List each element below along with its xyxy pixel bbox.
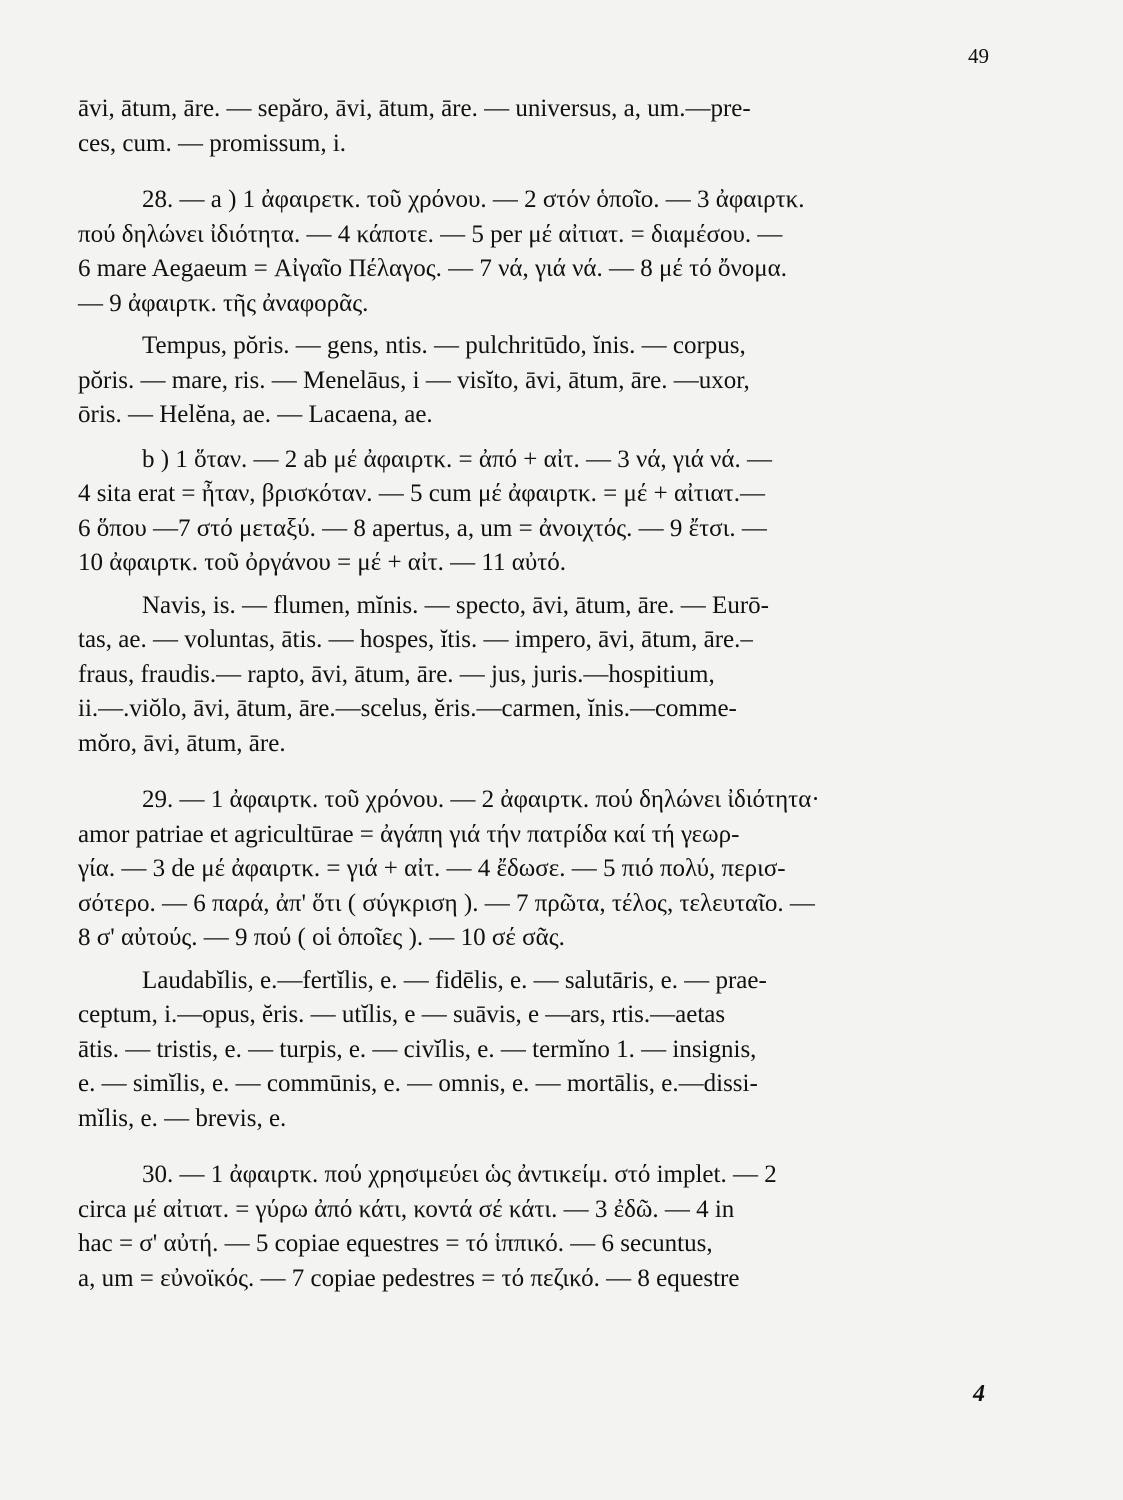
- exercise-29-notes: [78, 783, 990, 956]
- text-line: fraus, fraudis.— rapto, āvi, ātum, āre. — jus, juris.—hospitium,: [78, 660, 715, 688]
- text-line: circa μέ αἰτιατ. = γύρω ἀπό κάτι, κοντά σέ κάτι. — 3 ἐδῶ. — 4 in: [78, 1195, 735, 1223]
- text-line: e. — simĭlis, e. — commūnis, e. — omnis, e. — mortālis, e.—dissi-: [78, 1070, 758, 1097]
- text-line: 10 ἀφαιρτκ. τοῦ ὀργάνου = μέ + αἰτ. — 11 αὐτό.: [78, 549, 567, 576]
- text-line: mĭlis, e. — brevis, e.: [78, 1104, 287, 1132]
- exercise-28a-vocab: [78, 329, 990, 433]
- text-line: ceptum, i.—opus, ĕris. — utĭlis, e — suāvis, e —ars, rtis.—aetas: [78, 1001, 726, 1028]
- exercise-28b-vocab: [78, 589, 990, 762]
- text-line: tas, ae. — voluntas, ātis. — hospes, ĭtis. — impero, āvi, ātum, āre.–: [78, 626, 753, 653]
- exercise-28b-notes: [78, 443, 990, 581]
- text-body: [78, 92, 990, 1296]
- text-line: 28. — a ) 1 ἀφαιρετκ. τοῦ χρόνου. — 2 στόν ὁποῖο. — 3 ἀφαιρτκ.: [142, 186, 805, 213]
- text-line: 30. — 1 ἀφαιρτκ. πού χρησιμεύει ὡς ἀντικείμ. στό implet. — 2: [142, 1161, 777, 1188]
- text-line: γία. — 3 de μέ ἀφαιρτκ. = γιά + αἰτ. — 4 ἔδωσε. — 5 πιό πολύ, περισ-: [78, 855, 786, 882]
- page-number: 49: [968, 44, 989, 68]
- exercise-29-vocab: [78, 964, 990, 1137]
- text-line: Tempus, pŏris. — gens, ntis. — pulchritūdo, ĭnis. — corpus,: [142, 332, 746, 359]
- text-line: pŏris. — mare, ris. — Menelāus, i — visĭto, āvi, ātum, āre. —uxor,: [78, 366, 750, 394]
- text-line: ces, cum. — promissum, i.: [78, 129, 347, 157]
- text-line: — 9 ἀφαιρτκ. τῆς ἀναφορᾶς.: [78, 289, 369, 317]
- text-line: a, um = εὐνοϊκός. — 7 copiae pedestres = τό πεζικό. — 8 equestre: [78, 1264, 740, 1292]
- text-line: Laudabĭlis, e.—fertĭlis, e. — fidēlis, e. — salutāris, e. — prae-: [142, 966, 767, 994]
- text-line: b ) 1 ὅταν. — 2 ab μέ ἀφαιρτκ. = ἀπό + αἰτ. — 3 νά, γιά νά. —: [142, 445, 772, 473]
- text-line: ōris. — Helĕna, ae. — Lacaena, ae.: [78, 401, 433, 428]
- text-line: πού δηλώνει ἰδιότητα. — 4 κάποτε. — 5 per μέ αἰτιατ. = διαμέσου. —: [78, 220, 783, 248]
- text-line: σότερο. — 6 παρά, ἀπ' ὅτι ( σύγκριση ). — 7 πρῶτα, τέλος, τελευταῖο. —: [78, 889, 815, 917]
- vocab-top: [78, 92, 990, 161]
- text-line: 29. — 1 ἀφαιρτκ. τοῦ χρόνου. — 2 ἀφαιρτκ. πού δηλώνει ἰδιότητα·: [142, 786, 820, 813]
- text-line: mŏro, āvi, ātum, āre.: [78, 729, 286, 757]
- text-line: 8 σ' αὐτούς. — 9 πού ( οἱ ὁποῖες ). — 10 σέ σᾶς.: [78, 924, 565, 951]
- text-line: 6 mare Aegaeum = Αἰγαῖο Πέλαγος. — 7 νά, γιά νά. — 8 μέ τό ὄνομα.: [78, 255, 788, 282]
- text-line: 4 sita erat = ἦταν, βρισκόταν. — 5 cum μέ ἀφαιρτκ. = μέ + αἰτιατ.—: [78, 480, 765, 507]
- text-line: ātis. — tristis, e. — turpis, e. — civĭlis, e. — termĭno 1. — insignis,: [78, 1035, 757, 1063]
- exercise-30-notes: [78, 1158, 990, 1296]
- exercise-28a-notes: [78, 183, 990, 321]
- text-line: Navis, is. — flumen, mĭnis. — specto, āvi, ātum, āre. — Eurō-: [142, 591, 769, 619]
- signature-mark: 4: [973, 1381, 985, 1407]
- text-line: āvi, ātum, āre. — sepăro, āvi, ātum, āre. — universus, a, um.—pre-: [78, 95, 751, 122]
- text-line: 6 ὅπου —7 στό μεταξύ. — 8 apertus, a, um = ἀνοιχτός. — 9 ἔτσι. —: [78, 514, 767, 542]
- text-line: hac = σ' αὐτή. — 5 copiae equestres = τό ἱππικό. — 6 secuntus,: [78, 1230, 713, 1257]
- text-line: ii.—.viŏlo, āvi, ātum, āre.—scelus, ĕris.—carmen, ĭnis.—comme-: [78, 695, 737, 722]
- text-line: amor patriae et agricultūrae = ἀγάπη γιά τήν πατρίδα καί τή γεωρ-: [78, 820, 740, 848]
